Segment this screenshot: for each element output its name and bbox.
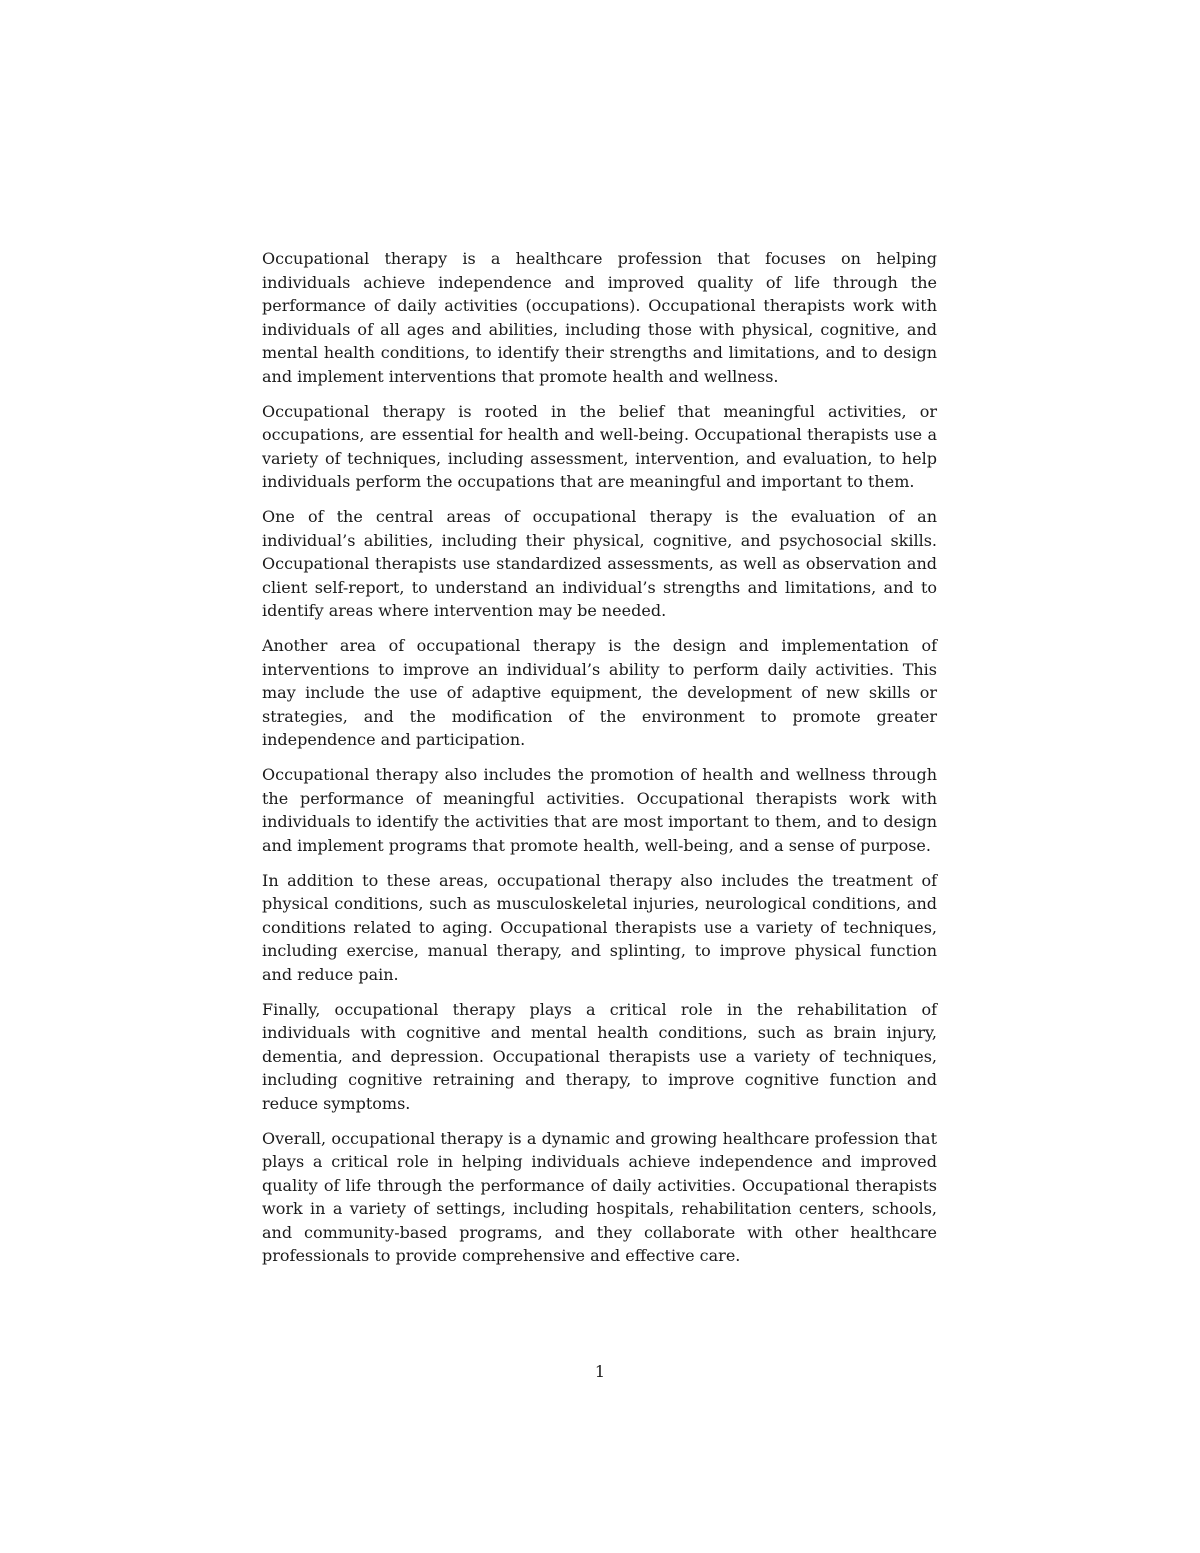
paragraph-4: Another area of occupational therapy is the design and implementation of interventions to improve an individual’s ability to perform daily activities. This may include the use of adaptive equipment, the development of new skills or strategies, and the modification of the environment to promote greater independence and participation. — [262, 636, 937, 749]
paragraph-3: One of the central areas of occupational therapy is the evaluation of an individual’s abilities, including their physical, cognitive, and psychosocial skills. Occupational therapists use standardized assessments, as well as observation and client self-report, to understand an individual’s strengths and limitations, and to identify areas where intervention may be needed. — [262, 507, 937, 620]
body-text — [262, 247, 937, 1279]
paragraph-7: Finally, occupational therapy plays a critical role in the rehabilitation of individuals with cognitive and mental health conditions, such as brain injury, dementia, and depression. Occupational therapists use a variety of techniques, including cognitive retraining and therapy, to improve cognitive function and reduce symptoms. — [262, 999, 937, 1113]
paragraph-1: Occupational therapy is a healthcare profession that focuses on helping individuals achieve independence and improved quality of life through the performance of daily activities (occupations). Occupational therapists work with individuals of all ages and abilities, including those with physical, cognitive, and mental health conditions, to identify their strengths and limitations, and to design and implement interventions that promote health and wellness. — [262, 249, 937, 386]
page-number: 1 — [594, 1362, 606, 1381]
paragraph-6: In addition to these areas, occupational therapy also includes the treatment of physical conditions, such as musculoskeletal injuries, neurological conditions, and conditions related to aging. Occupational therapists use a variety of techniques, including exercise, manual therapy, and splinting, to improve physical function and reduce pain. — [262, 870, 937, 984]
paragraph-5: Occupational therapy also includes the promotion of health and wellness through the performance of meaningful activities. Occupational therapists work with individuals to identify the activities that are most important to them, and to design and implement programs that promote health, well-being, and a sense of purpose. — [262, 765, 937, 855]
paragraph-8: Overall, occupational therapy is a dynamic and growing healthcare profession that plays a critical role in helping individuals achieve independence and improved quality of life through the performance of daily activities. Occupational therapists work in a variety of settings, including hospitals, rehabilitation centers, schools, and community-based programs, and they collaborate with other healthcare professionals to provide comprehensive and effective care. — [262, 1128, 937, 1265]
paragraph-2: Occupational therapy is rooted in the belief that meaningful activities, or occupations, are essential for health and well-being. Occupational therapists use a variety of techniques, including assessment, intervention, and evaluation, to help individuals perform the occupations that are meaningful and important to them. — [262, 401, 937, 491]
